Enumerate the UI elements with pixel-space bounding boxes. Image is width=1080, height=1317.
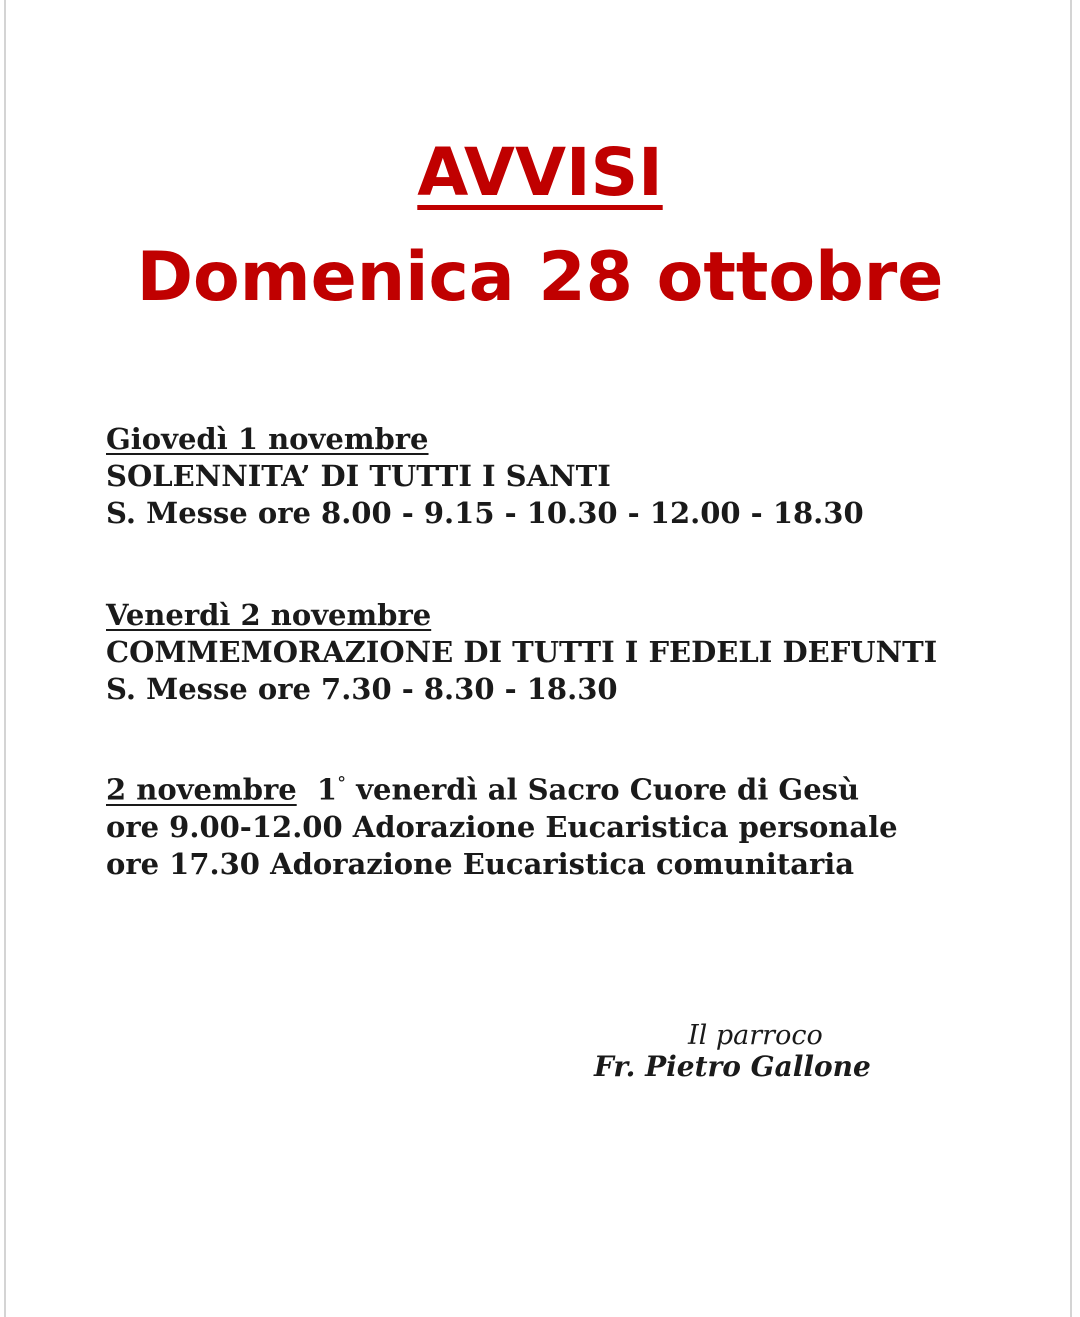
adoration-community: ore 17.30 Adorazione Eucaristica comunitaria <box>106 846 855 881</box>
notice-all-souls <box>106 597 1046 708</box>
page-subtitle-date: Domenica 28 ottobre <box>136 238 944 317</box>
page-title <box>0 134 1080 211</box>
notice-event: SOLENNITA’ DI TUTTI I SANTI <box>106 459 611 493</box>
signature-name: Fr. Pietro Gallone <box>594 1050 871 1083</box>
notice-masses: S. Messe ore 7.30 - 8.30 - 18.30 <box>106 672 618 706</box>
adoration-personal: ore 9.00-12.00 Adorazione Eucaristica personale <box>106 809 898 844</box>
notice-masses: S. Messe ore 8.00 - 9.15 - 10.30 - 12.00 - 18.30 <box>106 496 864 530</box>
adoration-occasion: venerdì al Sacro Cuore di Gesù <box>346 772 860 807</box>
notice-day: Venerdì 2 novembre <box>106 598 432 632</box>
notice-day: Giovedì 1 novembre <box>106 422 429 456</box>
notice-event: COMMEMORAZIONE DI TUTTI I FEDELI DEFUNTI <box>106 635 938 669</box>
adoration-heading <box>106 765 1046 809</box>
adoration-degree: ° <box>337 773 347 794</box>
adoration-date: 2 novembre <box>106 772 297 807</box>
notice-all-saints <box>106 421 1046 532</box>
title-text: AVVISI <box>417 134 663 211</box>
notice-adoration <box>106 765 1046 883</box>
adoration-ordinal: 1 <box>316 772 338 807</box>
signature-role: Il parroco <box>688 1020 823 1051</box>
